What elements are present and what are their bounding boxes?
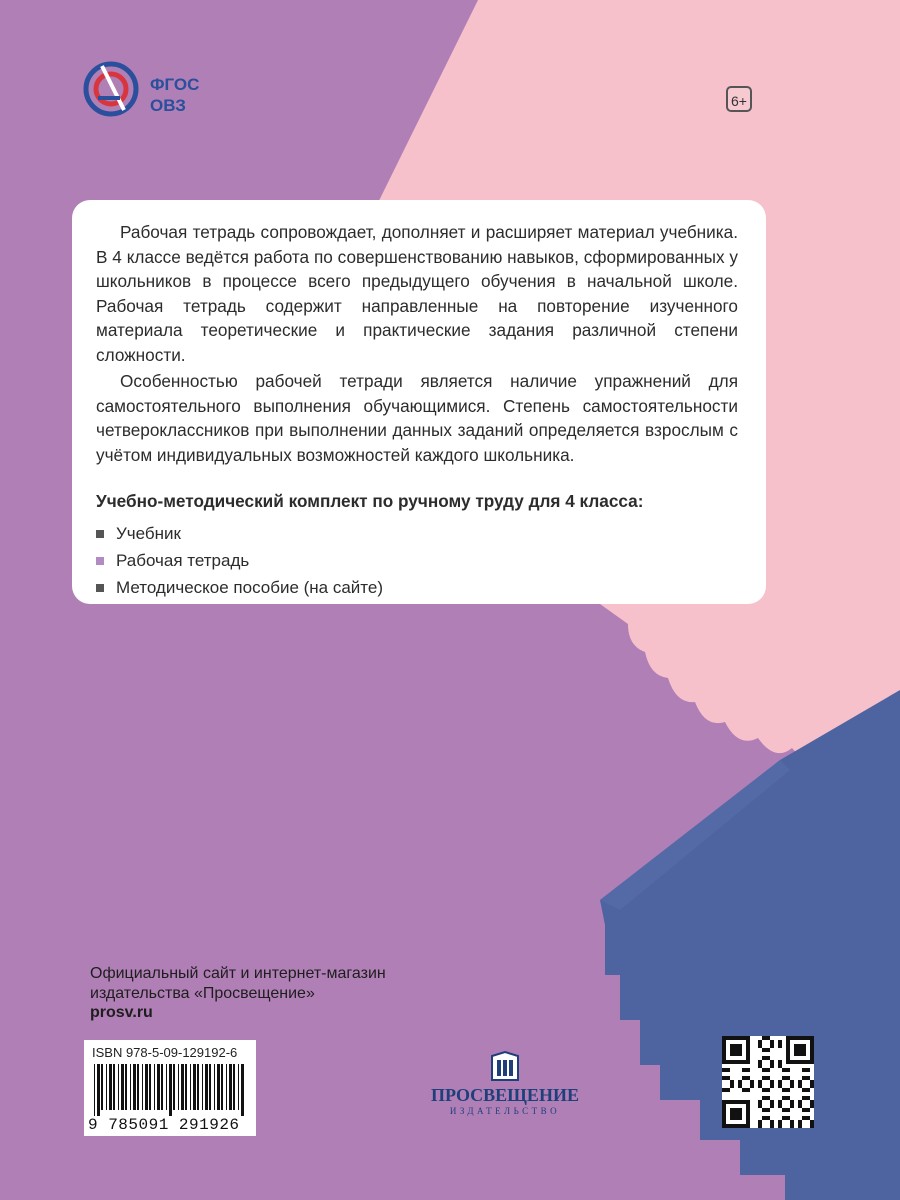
kit-item-label: Учебник [116, 524, 181, 543]
description-paragraph-1: Рабочая тетрадь сопровождает, дополняет и расширяет материал учебника. В 4 классе ведётся работа по совершенствованию навыков, сформированных у школьников в процессе всего предыдущего обучения в начальной школе. Рабочая тетрадь содержит направленные на повторение изученного материала теоретические и практические задания различной степени сложности. [96, 222, 738, 365]
isbn-barcode [84, 1040, 256, 1136]
square-bullet-icon [96, 557, 104, 565]
barcode-bars-icon [94, 1064, 246, 1116]
kit-list-item [96, 574, 738, 601]
fgos-logo-icon [80, 58, 142, 120]
description-paragraph-2: Особенностью рабочей тетради является наличие упражнений для самостоятельного выполнения обучающимися. Степень самостоятельности четвероклассников при выполнении данных заданий определяется взрослым с учётом индивидуальных возможностей каждого школьника. [96, 371, 738, 465]
square-bullet-icon [96, 584, 104, 592]
logo-text-line2: ОВЗ [150, 96, 186, 115]
site-url: prosv.ru [90, 1004, 153, 1021]
description-card [72, 200, 766, 604]
kit-list [96, 520, 738, 601]
logo-text-line1: ФГОС [150, 75, 200, 94]
isbn-label: ISBN 978-5-09-129192-6 [92, 1045, 238, 1060]
publisher-subtitle: ИЗДАТЕЛЬСТВО [449, 1106, 561, 1116]
kit-item-label: Рабочая тетрадь [116, 551, 250, 570]
square-bullet-icon [96, 530, 104, 538]
barcode-digits: 9 785091 291926 [88, 1116, 240, 1134]
age-rating-badge: 6+ [726, 86, 752, 112]
kit-item-label: Методическое пособие (на сайте) [116, 578, 384, 597]
publisher-name: ПРОСВЕЩЕНИЕ [431, 1085, 579, 1105]
site-text-line1: Официальный сайт и интернет-магазин [90, 965, 386, 982]
publisher-emblem-icon [490, 1050, 520, 1082]
kit-list-item [96, 547, 738, 574]
kit-title: Учебно-методический комплект по ручному труду для 4 класса: [96, 491, 644, 511]
kit-list-item [96, 520, 738, 547]
site-text-line2: издательства «Просвещение» [90, 985, 315, 1002]
qr-code-icon [722, 1036, 814, 1128]
